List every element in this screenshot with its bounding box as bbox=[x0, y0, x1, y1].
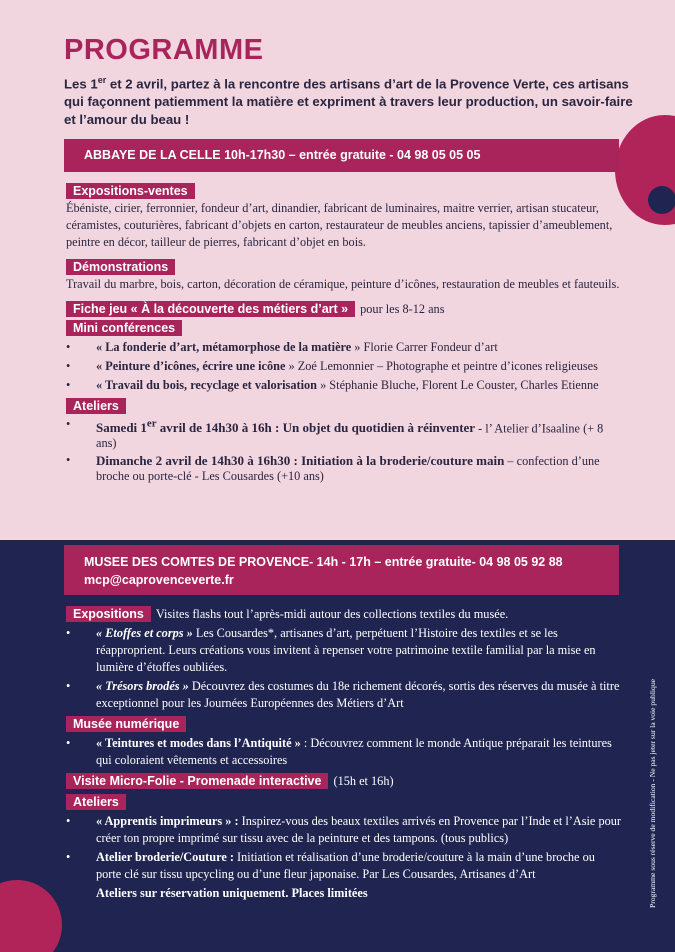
list-item: • « La fonderie d’art, métamorphose de la matière » Florie Carrer Fondeur d’art bbox=[66, 340, 498, 354]
list-item: • « Etoffes et corps » Les Cousardes*, artisanes d’art, perpétuent l’Histoire des textiles et se les réapproprient. Leurs créations vous invitent à repenser votre patrimoine textile familial par la mise en lumière d’étoffes oubliées. bbox=[66, 626, 596, 674]
section-label: Musée numérique bbox=[66, 716, 186, 732]
section-text: Travail du marbre, bois, carton, décoration de céramique, peinture d’icônes, restauration de meubles et fauteuils. bbox=[66, 277, 620, 291]
section-text: (15h et 16h) bbox=[333, 774, 394, 788]
section-text: Visites flashs tout l’après-midi autour des collections textiles du musée. bbox=[155, 607, 509, 621]
expositions-ventes-section bbox=[66, 183, 621, 251]
ateliers-section bbox=[66, 398, 621, 484]
fiche-jeu-section bbox=[66, 301, 621, 318]
section-text: Ébéniste, cirier, ferronnier, fondeur d’art, dinandier, fabricant de luminaires, maitre verrier, artisan stucateur, céramistes, couturières, fabricant d’objets en carton, restaurateur de meubles anciens, tapissier d’ameublement, peintre en décor, tailleur de pierres, fabricant d’objet en bois. bbox=[66, 201, 613, 249]
intro-text: Les 1er et 2 avril, partez à la rencontre des artisans d’art de la Provence Verte, ces artisans qui façonnent patiemment la matière et expriment à travers leur production, un savoir-faire et l’amour du beau ! bbox=[64, 75, 633, 128]
expositions-section bbox=[66, 606, 621, 712]
section-label: Expositions bbox=[66, 606, 151, 622]
page-title: PROGRAMME bbox=[64, 34, 264, 66]
musee-email: mcp@caprovenceverte.fr bbox=[84, 573, 234, 587]
musee-numerique-section bbox=[66, 716, 621, 769]
musee-ateliers-section bbox=[66, 794, 621, 902]
section-label: Mini conférences bbox=[66, 320, 182, 336]
list-item: • « Peinture d’icônes, écrire une icône » Zoé Lemonnier – Photographe et peintre d’icones religieuses bbox=[66, 359, 598, 373]
demonstrations-section bbox=[66, 259, 621, 293]
section-label: Ateliers bbox=[66, 794, 126, 810]
list-item: • « Travail du bois, recyclage et valorisation » Stéphanie Bluche, Florent Le Couster, Charles Etienne bbox=[66, 378, 599, 392]
section-label: Expositions-ventes bbox=[66, 183, 195, 199]
reservation-note: Ateliers sur réservation uniquement. Places limitées bbox=[96, 886, 368, 900]
list-item: • « Apprentis imprimeurs » : Inspirez-vous des beaux textiles arrivés en Provence par l’Inde et l’Asie pour créer ton propre imprimé sur tissu avec de la peinture et des tampons. (tous publics) bbox=[66, 814, 621, 845]
section-label: Démonstrations bbox=[66, 259, 175, 275]
micro-folie-section bbox=[66, 773, 621, 790]
section-label: Fiche jeu « À la découverte des métiers d’art » bbox=[66, 301, 355, 317]
list-item: • « Teintures et modes dans l’Antiquité » : Découvrez comment le monde Antique préparait les teintures qui coloraient vêtements et accessoires bbox=[66, 736, 612, 767]
abbaye-banner: ABBAYE DE LA CELLE 10h-17h30 – entrée gratuite - 04 98 05 05 05 bbox=[64, 139, 619, 172]
mini-conferences-section bbox=[66, 320, 621, 394]
musee-banner-line1: MUSEE DES COMTES DE PROVENCE- 14h - 17h – entrée gratuite- 04 98 05 92 88 bbox=[84, 555, 563, 569]
side-note: Programme sous réserve de modification - Ne pas jeter sur la voie publique bbox=[648, 678, 657, 908]
list-item: • « Trésors brodés » Découvrez des costumes du 18e richement décorés, sortis des réserves du musée à titre exceptionnel pour les Journées Européennes des Métiers d’Art bbox=[66, 679, 620, 710]
list-item: • Dimanche 2 avril de 14h30 à 16h30 : Initiation à la broderie/couture main – confection d’une broche ou porte-clé - Les Cousardes (+10 ans) bbox=[66, 453, 600, 484]
abbaye-content bbox=[66, 183, 621, 486]
decorative-dot bbox=[648, 186, 675, 214]
musee-banner bbox=[64, 545, 619, 595]
section-text: pour les 8-12 ans bbox=[360, 302, 445, 316]
section-label: Visite Micro-Folie - Promenade interactive bbox=[66, 773, 328, 789]
section-label: Ateliers bbox=[66, 398, 126, 414]
list-item: • Samedi 1er avril de 14h30 à 16h : Un objet du quotidien à réinventer - l’ Atelier d’Isaaline (+ 8 ans) bbox=[66, 417, 604, 451]
list-item: • Atelier broderie/Couture : Initiation et réalisation d’une broderie/couture à la main d’une broche ou porte clé sur tissu upcycling ou d’une fleur japonaise. Par Les Cousardes, Artisanes d’Art bbox=[66, 850, 595, 881]
musee-content bbox=[66, 606, 621, 902]
